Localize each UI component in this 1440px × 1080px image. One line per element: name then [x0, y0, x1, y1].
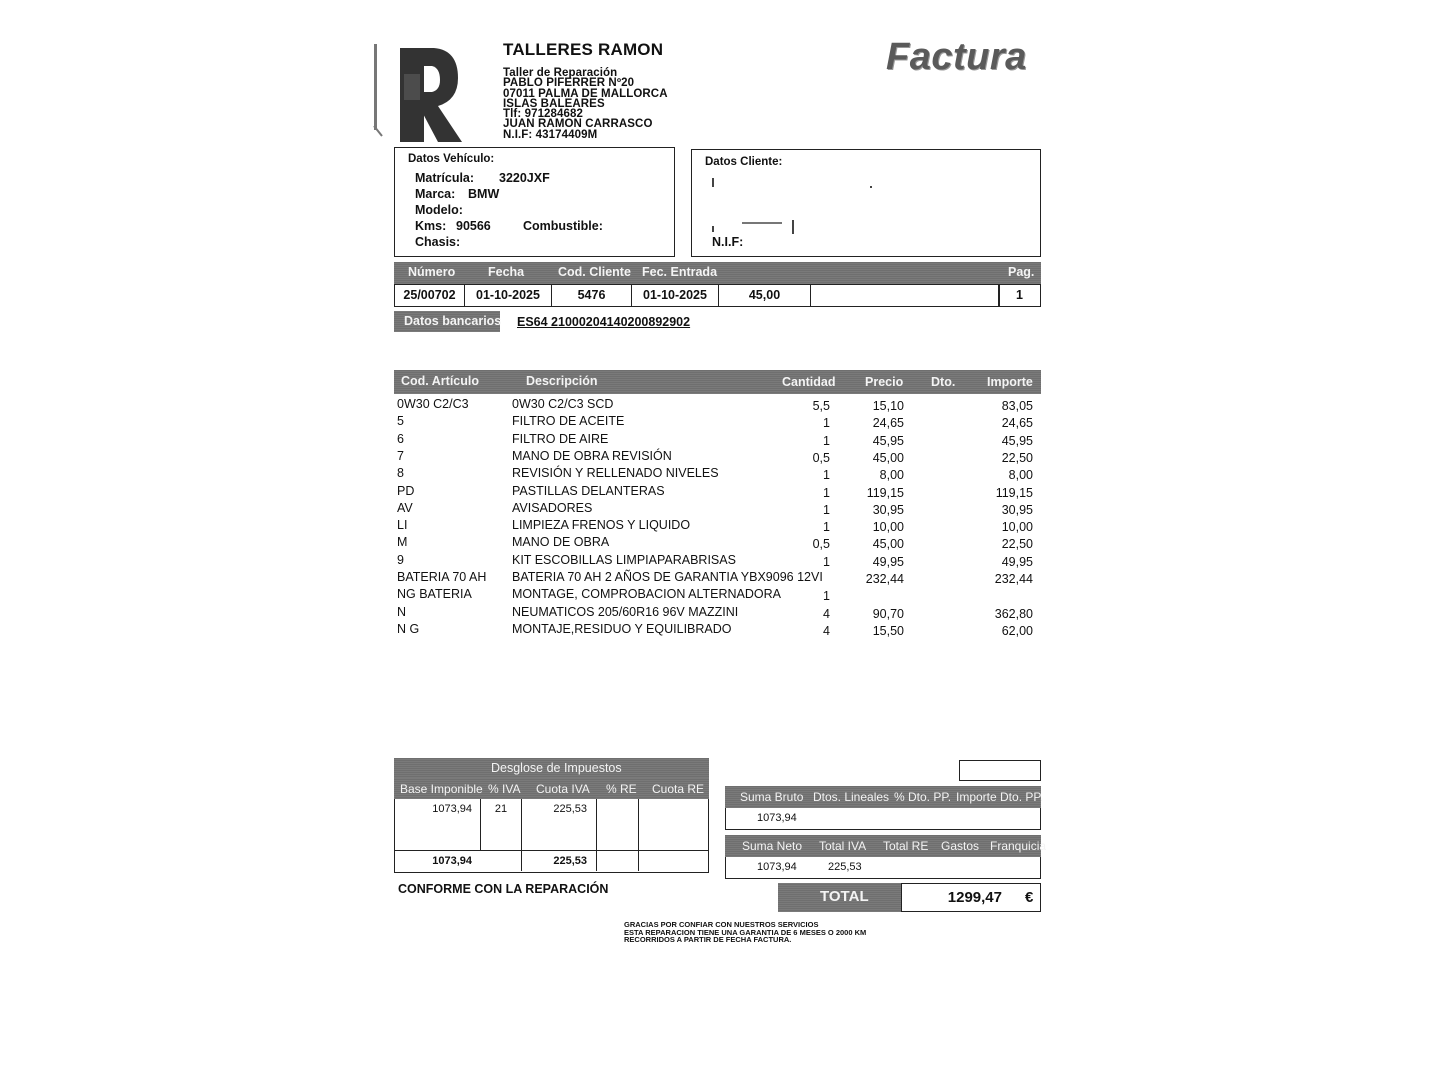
- table-row: [394, 587, 1041, 604]
- address-line: Taller de Reparación: [503, 67, 618, 79]
- item-amount: 30,95: [1001, 502, 1033, 517]
- conforme-text: CONFORME CON LA REPARACIÓN: [398, 882, 609, 896]
- address-line: PABLO PIFERRER Nº20: [503, 77, 635, 90]
- suma-bruto-value: 1073,94: [757, 812, 797, 824]
- item-code: 5: [397, 414, 404, 429]
- summary-dtos-lineales: Dtos. Lineales: [813, 790, 890, 804]
- col-descripcion: Descripción: [526, 374, 598, 388]
- item-desc: FILTRO DE ACEITE: [512, 414, 625, 429]
- item-qty: 1: [823, 485, 830, 500]
- items-header-bar: [394, 370, 1041, 394]
- tax-total-base: 1073,94: [432, 855, 472, 867]
- tax-col-cuota: Cuota IVA: [536, 782, 590, 796]
- pag-value: 1: [999, 285, 1039, 306]
- kms-value: 90566: [456, 219, 491, 233]
- tax-title-bar: [394, 758, 709, 778]
- company-address: [503, 68, 668, 140]
- summary-gastos: Gastos: [941, 839, 980, 853]
- item-amount: 232,44: [994, 572, 1033, 586]
- address-line: 07011 PALMA DE MALLORCA: [503, 87, 668, 100]
- address-line: ISLAS BALEARES: [503, 97, 605, 110]
- table-row: [394, 535, 1041, 552]
- tax-header-bar: [394, 778, 709, 799]
- tax-title: Desglose de Impuestos: [491, 761, 622, 775]
- item-price: 45,00: [872, 537, 904, 552]
- col-cantidad: Cantidad: [782, 375, 836, 389]
- item-code: 9: [397, 552, 404, 567]
- tax-total-cuota: 225,53: [553, 855, 587, 867]
- item-qty: 1: [823, 554, 830, 569]
- empty-cell: [811, 285, 999, 306]
- item-amount: 119,15: [995, 485, 1033, 500]
- numero-value: 25/00702: [395, 285, 465, 306]
- item-code: 0W30 C2/C3: [397, 397, 469, 411]
- item-qty: 1: [823, 416, 830, 431]
- address-line: Tlf: 971284682: [503, 108, 584, 121]
- summary1-values: [725, 808, 1041, 830]
- combustible-label: Combustible:: [523, 219, 603, 233]
- header-fec-entrada: Fec. Entrada: [642, 265, 718, 279]
- item-desc: FILTRO DE AIRE: [512, 431, 609, 446]
- bank-iban: ES64 21000204140200892902: [517, 315, 691, 329]
- item-qty: 0,5: [812, 537, 830, 552]
- footer-line: ESTA REPARACION TIENE UNA GARANTIA DE 6 MESES O 2000 KM: [624, 927, 867, 937]
- item-qty: 0,5: [812, 450, 830, 465]
- item-qty: 1: [823, 468, 830, 483]
- item-amount: 49,95: [1001, 554, 1033, 569]
- item-desc: MONTAGE, COMPROBACION ALTERNADORA: [512, 587, 782, 602]
- item-amount: 362,80: [994, 606, 1033, 621]
- client-box: [691, 149, 1041, 257]
- item-desc: MANO DE OBRA REVISIÓN: [512, 448, 672, 463]
- item-code: PD: [397, 483, 415, 498]
- item-desc: BATERIA 70 AH 2 AÑOS DE GARANTIA YBX9096 12VI: [512, 570, 823, 584]
- suma-neto-value: 1073,94: [757, 861, 797, 873]
- table-row: [394, 501, 1041, 518]
- vehicle-box: [394, 147, 675, 257]
- table-row: [394, 414, 1041, 431]
- footer-line: GRACIAS POR CONFIAR CON NUESTROS SERVICIOS: [624, 920, 819, 929]
- summary-suma-neto: Suma Neto: [742, 839, 803, 853]
- summary-suma-bruto: Suma Bruto: [740, 790, 804, 804]
- item-amount: 83,05: [1001, 399, 1033, 413]
- item-amount: 22,50: [1001, 537, 1033, 552]
- item-amount: 62,00: [1001, 623, 1033, 638]
- table-row: [394, 605, 1041, 622]
- document-title: Factura: [886, 36, 1027, 78]
- item-code: 6: [397, 431, 404, 446]
- item-price: 24,65: [872, 416, 904, 431]
- client-heading: Datos Cliente:: [705, 156, 783, 168]
- item-price: 30,95: [872, 502, 904, 517]
- col-importe: Importe: [987, 375, 1033, 389]
- summary-total-re: Total RE: [883, 839, 929, 853]
- tax-table: [394, 799, 709, 873]
- summary1-header-bar: [725, 786, 1044, 808]
- item-code: LI: [397, 518, 408, 533]
- item-desc: KIT ESCOBILLAS LIMPIAPARABRISAS: [512, 552, 736, 567]
- item-desc: MONTAJE,RESIDUO Y EQUILIBRADO: [512, 621, 732, 636]
- matricula-label: Matrícula:: [415, 171, 475, 185]
- empty-box: [959, 760, 1041, 781]
- company-name: TALLERES RAMON: [503, 40, 664, 59]
- modelo-label: Modelo:: [415, 203, 463, 217]
- item-price: 49,95: [872, 554, 904, 569]
- company-logo: [372, 44, 464, 144]
- item-qty: 1: [823, 502, 830, 517]
- item-desc: MANO DE OBRA: [512, 535, 610, 550]
- marca-label: Marca:: [415, 187, 456, 201]
- tax-base: 1073,94: [432, 803, 472, 815]
- item-price: 15,50: [872, 623, 904, 638]
- item-price: 232,44: [865, 572, 904, 586]
- item-amount: 10,00: [1001, 520, 1033, 535]
- summary2-header-bar: [725, 835, 1047, 857]
- footer-note: [624, 921, 866, 944]
- item-desc: PASTILLAS DELANTERAS: [512, 483, 665, 498]
- item-qty: 4: [823, 623, 830, 638]
- extra-value: 45,00: [719, 285, 811, 306]
- marca-value: BMW: [468, 187, 500, 201]
- item-amount: 22,50: [1001, 450, 1033, 465]
- tax-iva: 21: [494, 803, 508, 815]
- item-price: 90,70: [872, 606, 904, 621]
- item-code: N: [397, 604, 407, 619]
- cod-cliente-value: 5476: [552, 285, 632, 306]
- item-qty: 5,5: [812, 399, 830, 413]
- table-row: [394, 518, 1041, 535]
- invoice-header-bar: [394, 262, 1041, 284]
- item-price: 15,10: [872, 399, 904, 413]
- table-row: [394, 553, 1041, 570]
- item-desc: AVISADORES: [512, 500, 593, 515]
- total-label: TOTAL: [820, 888, 869, 905]
- client-nif-label: N.I.F:: [712, 235, 744, 249]
- kms-label: Kms:: [415, 219, 447, 233]
- table-row: [394, 484, 1041, 501]
- item-qty: 1: [823, 589, 830, 604]
- total-label-bar: [778, 883, 901, 912]
- table-row: [394, 432, 1041, 449]
- item-code: BATERIA 70 AH: [397, 570, 487, 584]
- item-amount: 24,65: [1001, 416, 1033, 431]
- total-iva-value: 225,53: [828, 861, 862, 873]
- item-desc: REVISIÓN Y RELLENADO NIVELES: [512, 466, 719, 481]
- item-price: 8,00: [879, 468, 904, 483]
- header-cod-cliente: Cod. Cliente: [558, 265, 631, 279]
- summary-dto-pp: % Dto. PP.: [894, 790, 952, 804]
- item-qty: 1: [823, 433, 830, 448]
- item-code: 7: [397, 448, 404, 463]
- items-list: [394, 397, 1041, 642]
- bank-label-bar: [394, 311, 500, 332]
- item-price: 45,95: [872, 433, 904, 448]
- tax-cuota: 225,53: [553, 803, 587, 815]
- tax-col-iva: % IVA: [488, 782, 521, 796]
- table-row: [394, 622, 1041, 639]
- item-code: NG BATERIA: [397, 587, 472, 602]
- total-value-box: [901, 883, 1041, 912]
- footer-line: RECORRIDOS A PARTIR DE FECHA FACTURA.: [624, 935, 792, 945]
- summary-franquicia: Franquicia: [990, 839, 1047, 853]
- fec-entrada-value: 01-10-2025: [632, 285, 719, 306]
- vehicle-heading: Datos Vehículo:: [408, 153, 495, 165]
- item-code: M: [397, 535, 408, 550]
- table-row: [394, 449, 1041, 466]
- redaction-marks: [712, 174, 892, 244]
- tax-col-re: % RE: [606, 782, 637, 796]
- total-value: 1299,47: [947, 889, 1002, 906]
- col-cod-articulo: Cod. Artículo: [401, 374, 480, 388]
- chasis-label: Chasis:: [415, 235, 461, 249]
- summary2-values: [725, 857, 1041, 879]
- header-pag: Pag.: [1008, 265, 1035, 279]
- address-line: N.I.F: 43174409M: [503, 128, 598, 141]
- col-dto: Dto.: [931, 375, 956, 389]
- table-row: [394, 466, 1041, 483]
- matricula-value: 3220JXF: [499, 171, 550, 185]
- header-numero: Número: [408, 265, 456, 279]
- table-row: [394, 570, 1041, 587]
- header-fecha: Fecha: [488, 265, 525, 279]
- item-desc: NEUMATICOS 205/60R16 96V MAZZINI: [512, 604, 739, 619]
- item-code: AV: [397, 500, 413, 515]
- item-code: 8: [397, 466, 404, 481]
- total-currency: €: [1025, 889, 1034, 906]
- tax-col-base: Base Imponible: [400, 782, 483, 796]
- table-row: [394, 397, 1041, 414]
- summary-total-iva: Total IVA: [819, 839, 867, 853]
- item-qty: 4: [823, 606, 830, 621]
- item-desc: LIMPIEZA FRENOS Y LIQUIDO: [512, 518, 691, 533]
- item-price: 10,00: [872, 520, 904, 535]
- item-price: 45,00: [872, 450, 904, 465]
- tax-col-cuota-re: Cuota RE: [652, 782, 705, 796]
- invoice-header-values: [394, 284, 1041, 307]
- summary-importe-dto: Importe Dto. PP.: [956, 790, 1044, 804]
- item-amount: 45,95: [1001, 433, 1033, 448]
- item-amount: 8,00: [1008, 468, 1033, 483]
- address-line: JUAN RAMON CARRASCO: [503, 118, 653, 131]
- bank-label: Datos bancarios: [404, 314, 502, 328]
- item-price: 119,15: [866, 485, 904, 500]
- item-qty: 1: [823, 520, 830, 535]
- fecha-value: 01-10-2025: [465, 285, 552, 306]
- item-code: N G: [397, 621, 420, 636]
- col-precio: Precio: [865, 375, 904, 389]
- item-desc: 0W30 C2/C3 SCD: [512, 397, 614, 411]
